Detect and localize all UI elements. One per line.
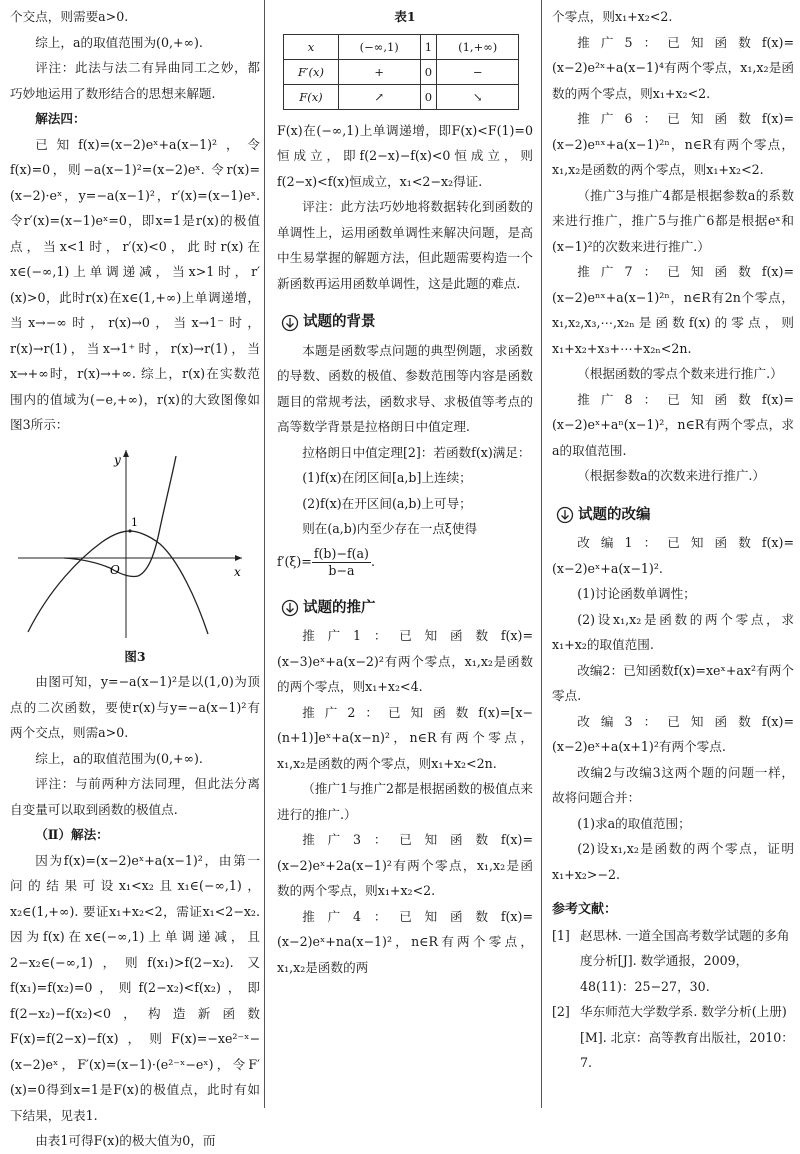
paragraph: 由表1可得F(x)的极大值为0，而 [35,1133,216,1148]
reference-number: [1] [552,927,570,943]
reference-text: 华东师范大学数学系. 数学分析(上册)[M]. 北京：高等教育出版社，2010：7. [580,1004,794,1070]
method-heading: （Ⅱ）解法： [35,827,109,842]
table-cell: − [437,59,519,84]
paragraph: (2)设x₁,x₂是函数的两个零点，证明x₁+x₂>−2. [552,841,794,882]
paragraph: 推广6：已知函数f(x)=(x−2)eⁿˣ+a(x−1)²ⁿ，n∈R有两个零点，x₁,x₂是函数的两个零点，则x₁+x₂<2. [552,111,794,177]
paragraph: (1)f(x)在闭区间[a,b]上连续； [302,470,472,485]
paragraph: 则在(a,b)内至少存在一点ξ使得 [302,521,478,536]
section-title: 试题的背景 [303,314,376,330]
fraction [312,546,371,579]
down-arrow-circle-icon [281,599,299,617]
table-cell: x [284,34,339,59]
paragraph: F(x)在(−∞,1)上单调递增，即F(x)<F(1)=0恒成立，即f(2−x)−f(x)<0恒成立，则f(2−x)<f(x)恒成立，x₁<2−x₂得证. [277,122,533,189]
paragraph: (2)f(x)在开区间(a,b)上可导； [302,495,472,511]
table-row [284,59,519,84]
paragraph: 推广7：已知函数f(x)=(x−2)eⁿˣ+a(x−1)²ⁿ，n∈R有2n个零点，x₁,x₂,x₃,⋯,x₂ₙ是函数f(x)的零点，则x₁+x₂+x₃+⋯+x₂ₙ<2n. [552,264,794,356]
denominator: b−a [328,562,355,578]
origin-label: O [110,562,120,577]
formula [277,542,533,582]
paragraph: （根据参数a的次数来进行推广.） [577,468,766,483]
reference-text: 赵思林. 一道全国高考数学试题的多角度分析[J]. 数学通报，2009，48(11)：25−27，30. [580,927,790,994]
paragraph: (2)设x₁,x₂是函数的两个零点，求x₁+x₂的取值范围. [552,611,794,652]
paragraph: 个零点，则x₁+x₂<2. [552,9,673,24]
reference-item [552,923,794,1000]
table-cell: 0 [420,84,437,109]
parabola-curve [28,531,208,634]
paragraph: （根据函数的零点个数来进行推广.） [577,366,783,381]
figure-caption: 图3 [124,648,146,664]
paragraph: (1)讨论函数单调性； [577,586,696,601]
table-cell: (−∞,1) [338,34,420,59]
paragraph: 综上，a的取值范围为(0,+∞). [35,750,203,766]
table-header-row [284,34,519,59]
table-cell: + [338,59,420,84]
paragraph: 推广5：已知函数f(x)=(x−2)e²ˣ+a(x−1)⁴有两个零点，x₁,x₂是函数的两个零点，则x₁+x₂<2. [552,34,794,101]
section-title: 试题的改编 [578,506,651,523]
reference-number: [2] [552,1004,570,1019]
table-cell: 0 [420,59,437,84]
one-label: 1 [131,515,138,529]
paragraph: 拉格朗日中值定理[2]：若函数f(x)满足： [302,444,531,460]
comment-paragraph: 评注：与前两种方法同理，但此法分离自变量可以取到函数的极值点. [10,776,260,817]
table-caption: 表1 [394,9,416,24]
function-graph [10,438,260,644]
table-cell: ↘ [437,84,519,109]
formula-end: . [370,553,375,569]
table-row [284,84,519,109]
paragraph: 由图可知，y=−a(x−1)²是以(1,0)为顶点的二次函数，要使r(x)与y=−a(x−1)²有两个交点，则需a>0. [10,674,260,740]
column-3 [552,4,794,1076]
section-heading [556,503,794,529]
table-cell: ↗ [338,84,420,109]
paragraph: 改编3：已知函数f(x)=(x−2)eˣ+a(x+1)²有两个零点. [552,713,794,754]
section-title: 试题的推广 [303,599,376,616]
x-label: x [234,564,241,579]
references-title: 参考文献： [552,902,618,917]
paragraph: 因为f(x)=(x−2)eˣ+a(x−1)²，由第一问的结果可设x₁<x₂且x₁∈(−∞,1)，x₂∈(1,+∞). 要证x₁+x₂<2，需证x₁<2−x₂. 因为f(x)在x∈(−∞,1)上单调递减，且2−x₂∈(−∞,1)，则f(x₁)>f(2−x₂). 又f(x₁)=f(x₂)=0，则f(2−x₂)<f(x₂)，即f(2−x₂)−f(x₂)<0，构造新函数F(x)=f(2−x)−f(x)，则F(x)=−xe²⁻ˣ−(x−2)eˣ，F′(x)=(x−1)·(e²⁻ˣ−eˣ)，令F′(x)=0得到x=1是F(x)的极值点，此时有如下结果，见表1. [10,852,260,1123]
down-arrow-circle-icon [556,506,574,524]
paragraph: 改编1：已知函数f(x)=(x−2)eˣ+a(x−1)². [552,535,794,576]
figure-3 [10,438,260,644]
method-heading: 解法四： [35,111,86,126]
paragraph: 改编2与改编3这两个题的问题一样，故将问题合并： [552,764,794,805]
paragraph: 个交点，则需要a>0. [10,9,129,24]
paragraph: （推广3与推广4都是根据参数a的系数来进行推广，推广5与推广6都是根据eˣ和(x−1)²的次数来进行推广.） [552,187,794,254]
paragraph: 推广3：已知函数f(x)=(x−2)eˣ+2a(x−1)²有两个零点，x₁,x₂是函数的两个零点，则x₁+x₂<2. [277,832,533,898]
down-arrow-circle-icon [281,314,299,332]
vertex-point [128,529,131,532]
paragraph: 推广2：已知函数f(x)=[x−(n+1)]eˣ+a(x−n)²，n∈R有两个零点，x₁,x₂是函数的两个零点，则x₁+x₂<2n. [277,704,533,771]
paragraph: 推广4：已知函数f(x)=(x−2)eˣ+na(x−1)²，n∈R有两个零点，x₁,x₂是函数的两 [277,908,533,975]
section-heading [281,596,533,622]
comment-paragraph: 评注：此法与法二有异曲同工之妙，都巧妙地运用了数形结合的思想来解题. [10,60,260,101]
paragraph: 已知f(x)=(x−2)eˣ+a(x−1)²，令f(x)=0，则−a(x−1)²=(x−2)eˣ. 令r(x)=(x−2)·eˣ，y=−a(x−1)²，r′(x)=(x−1)eˣ. 令r′(x)=(x−1)eˣ=0，即x=1是r(x)的极值点，当x<1时，r′(x)<0，此时r(x)在x∈(−∞,1)上单调递减，当x>1时，r′(x)>0，此时r(x)在x∈(1,+∞)上单调递增，当x→−∞时，r(x)→0，当x→1⁻时，r(x)→r(1)，当x→1⁺时，r(x)→r(1)，当x→+∞时，r(x)→+∞. 综上，r(x)在实数范围内的值域为(−e,+∞)，r(x)的大致图像如图3所示： [10,136,260,432]
paragraph: （推广1与推广2都是根据函数的极值点来进行的推广.） [277,781,533,822]
table-1 [283,34,519,110]
formula-lhs: f′(ξ)= [277,553,312,569]
comment-paragraph: 评注：此方法巧妙地将数据转化到函数的单调性上，运用函数单调性来解决问题，是高中生易掌握的解题方法，但此题需要构造一个新函数再运用函数单调性，这是此题的难点. [277,199,533,291]
column-1 [10,4,260,1154]
table-cell: F′(x) [284,59,339,84]
paragraph: (1)求a的取值范围； [577,815,691,831]
paragraph: 推广8：已知函数f(x)=(x−2)eˣ+aⁿ(x−1)²，n∈R有两个零点，求a的取值范围. [552,391,794,458]
paragraph: 推广1：已知函数f(x)=(x−3)eˣ+a(x−2)²有两个零点，x₁,x₂是函数的两个零点，则x₁+x₂<4. [277,628,533,694]
table-cell: 1 [420,34,437,59]
table-cell: F(x) [284,84,339,109]
column-2 [277,4,533,980]
table-cell: (1,+∞) [437,34,519,59]
y-label: y [114,452,121,467]
paragraph: 本题是函数零点问题的典型例题，求函数的导数、函数的极值、参数范围等内容是函数题目的常规考法，函数求导、求极值等考点的高等数学背景是拉格朗日中值定理. [277,342,533,434]
numerator: f(b)−f(a) [313,545,369,561]
column-divider [541,0,542,1108]
paragraph: 综上，a的取值范围为(0,+∞). [35,34,203,50]
reference-item [552,999,794,1076]
section-heading [281,310,533,336]
paragraph: 改编2：已知函数f(x)=xeˣ+ax²有两个零点. [552,662,794,703]
column-divider [264,0,265,1108]
